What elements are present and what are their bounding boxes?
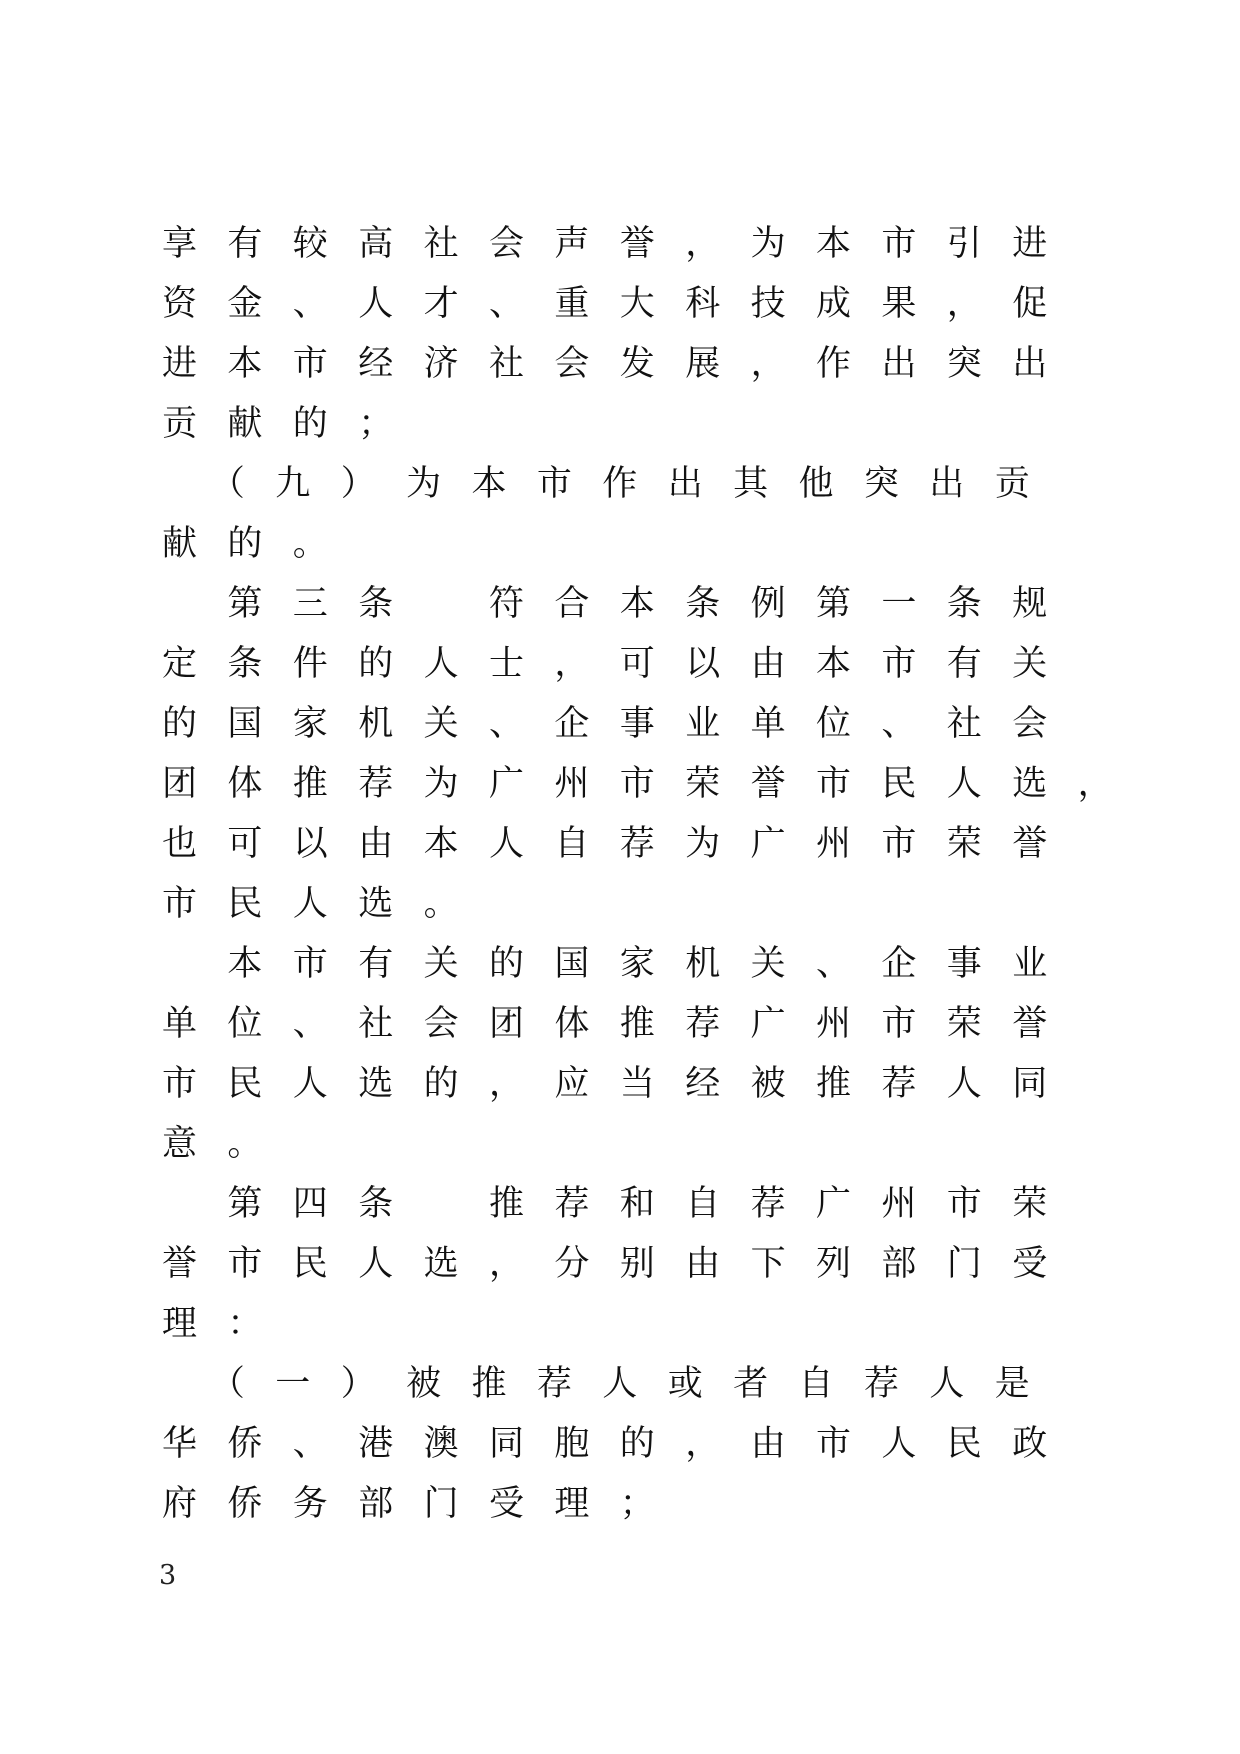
body-text-line: 本市有关的国家机关、企事业 <box>162 944 1078 984</box>
body-text-line: 的国家机关、企事业单位、社会 <box>162 704 1078 744</box>
body-text-line: 献的。 <box>162 524 359 564</box>
body-text-line: 理： <box>162 1304 293 1344</box>
body-text-line: 享有较高社会声誉，为本市引进 <box>162 224 1078 264</box>
body-text-line: 贡献的； <box>162 404 424 444</box>
article-three-heading-line: 第三条 符合本条例第一条规 <box>162 584 1078 624</box>
body-text-line: 进本市经济社会发展，作出突出 <box>162 344 1078 384</box>
body-text-line: 也可以由本人自荐为广州市荣誉 <box>162 824 1078 864</box>
body-text-line: 定条件的人士，可以由本市有关 <box>162 644 1078 684</box>
body-text-line: 团体推荐为广州市荣誉市民人选， <box>162 764 1144 804</box>
article-four-heading-line: 第四条 推荐和自荐广州市荣 <box>162 1184 1078 1224</box>
body-text-line: 府侨务部门受理； <box>162 1484 686 1524</box>
body-text-line: （一）被推荐人或者自荐人是 <box>162 1364 1061 1404</box>
body-text-line: 华侨、港澳同胞的，由市人民政 <box>162 1424 1078 1464</box>
body-text-line: 单位、社会团体推荐广州市荣誉 <box>162 1004 1078 1044</box>
body-text-line: 誉市民人选，分别由下列部门受 <box>162 1244 1078 1284</box>
page-number: 3 <box>159 1560 177 1591</box>
body-text-line: 意。 <box>162 1124 293 1164</box>
body-text-line: （九）为本市作出其他突出贡 <box>162 464 1061 504</box>
body-text-line: 资金、人才、重大科技成果，促 <box>162 284 1078 324</box>
body-text-line: 市民人选的，应当经被推荐人同 <box>162 1064 1078 1104</box>
body-text-line: 市民人选。 <box>162 884 490 924</box>
